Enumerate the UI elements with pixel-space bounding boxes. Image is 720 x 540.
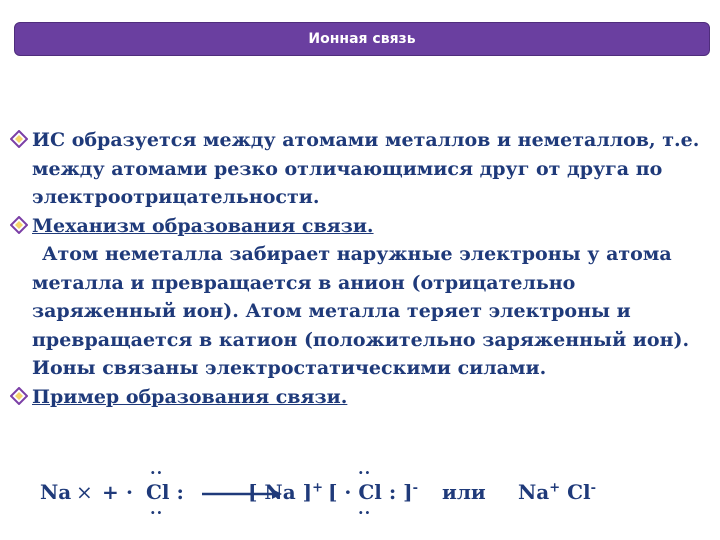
title-bar: [14, 22, 710, 56]
formula-cl: Cl :: [146, 480, 184, 504]
formula-na: Na: [40, 480, 72, 504]
diamond-bullet-icon: [10, 216, 28, 234]
bullet-text-1: ИС образуется между атомами металлов и неметаллов, т.е. между атомами резко отличающимися друг от друга по электроотрицательности.: [32, 129, 700, 208]
bullet-item-1: [10, 126, 710, 212]
formula-cross: ×: [76, 480, 93, 504]
formula-or: или: [442, 480, 486, 504]
electron-dots-bottom-2: ··: [358, 503, 372, 522]
bullet-text-2: Механизм образования связи.: [32, 214, 374, 237]
reaction-formula: [40, 463, 700, 522]
formula-anion: [ · Cl : ]-: [328, 480, 419, 504]
bullet-item-4: [10, 383, 710, 412]
electron-dots-bottom: ··: [150, 503, 164, 522]
slide-title: Ионная связь: [308, 31, 416, 47]
electron-dots-top: ··: [150, 463, 164, 482]
paragraph-mechanism: Атом неметалла забирает наружные электроны у атома металла и превращается в анион (отрицательно заряженный ион). Атом металла теряет электроны и превращается в катион (положительно заряженный ион). Ионы связаны электростатическими силами.: [32, 243, 690, 379]
bullet-item-2: [10, 212, 710, 241]
formula-plus: +: [102, 480, 119, 504]
slide-content: [10, 126, 710, 411]
formula-dot: ·: [126, 480, 133, 504]
diamond-bullet-icon: [10, 130, 28, 148]
formula-cation: [ Na ]+: [248, 480, 323, 504]
electron-dots-top-2: ··: [358, 463, 372, 482]
formula-nacl: Na+ Cl-: [518, 480, 597, 504]
diamond-bullet-icon: [10, 387, 28, 405]
bullet-text-4: Пример образования связи.: [32, 385, 348, 408]
